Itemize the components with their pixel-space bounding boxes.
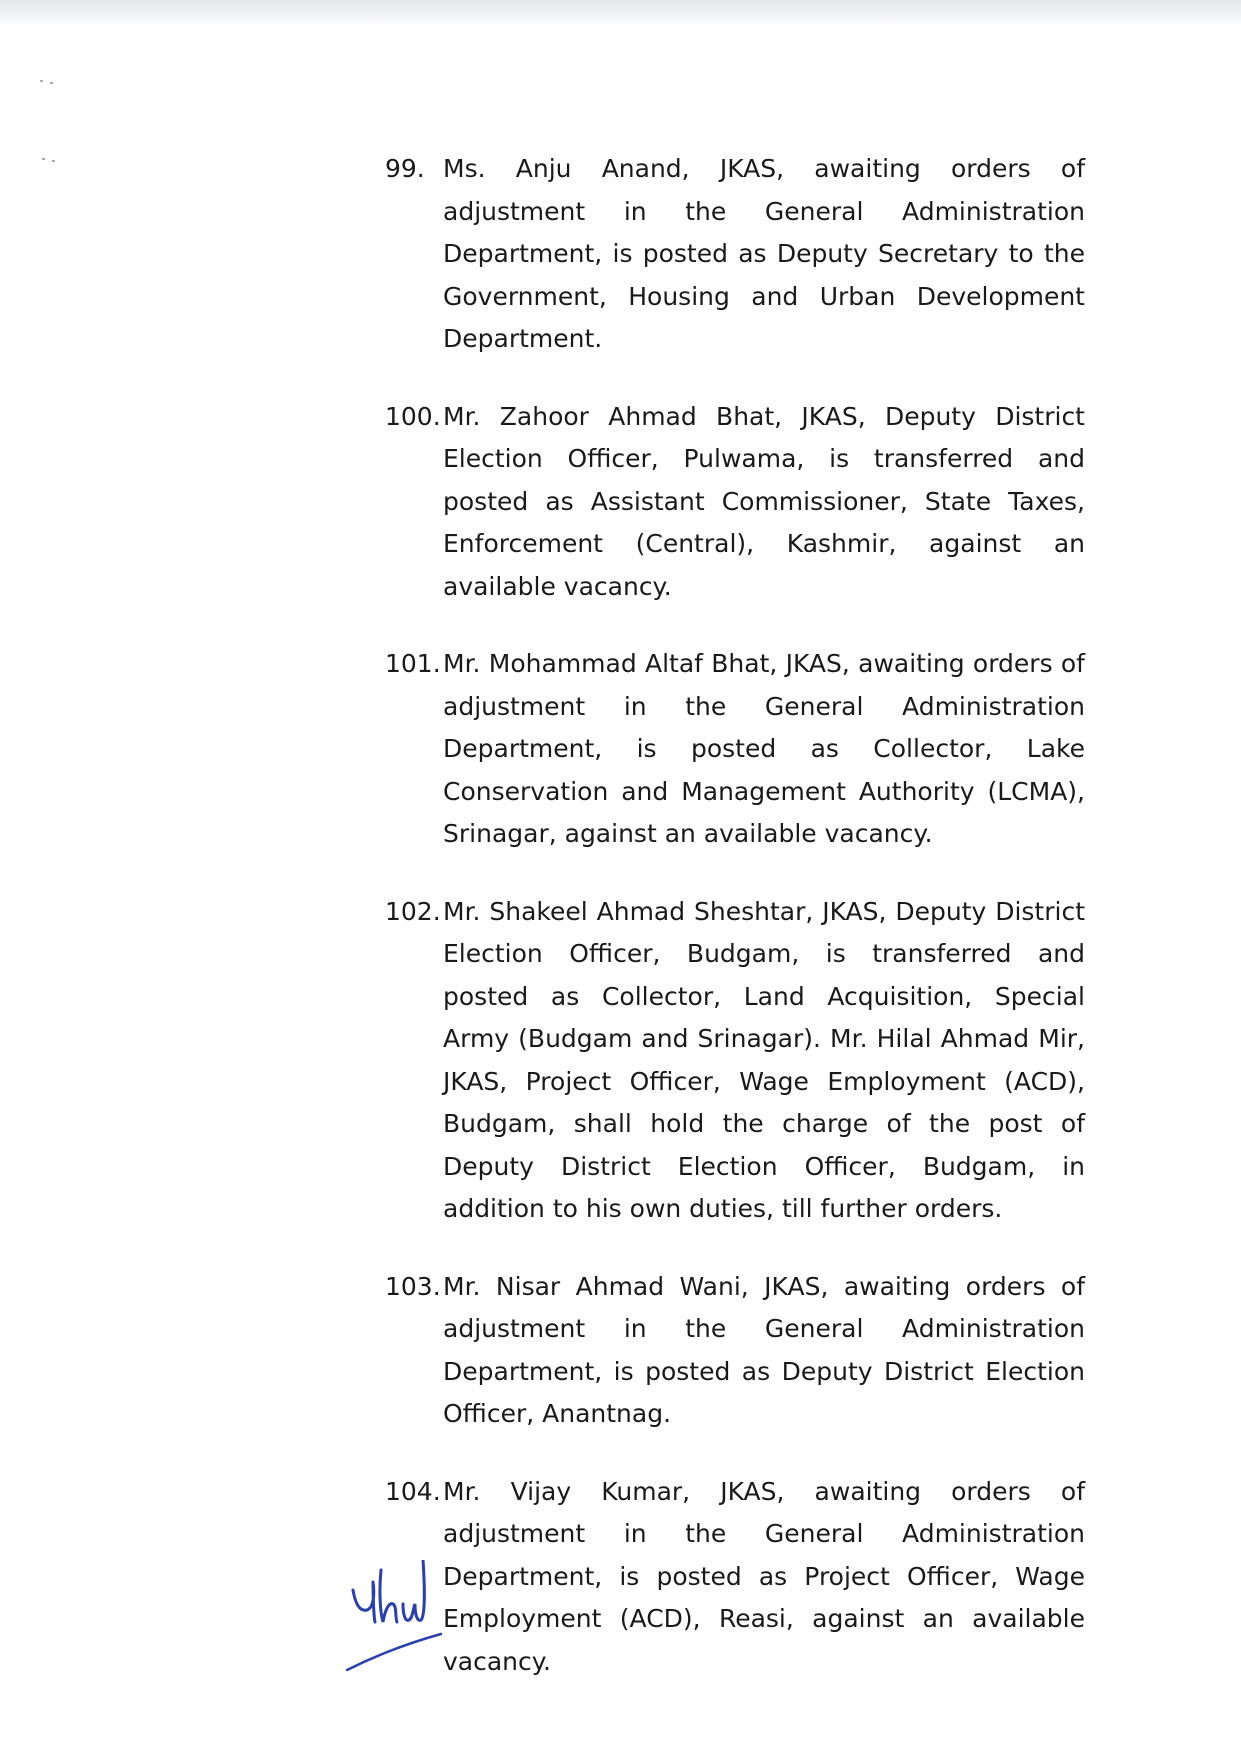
order-item-100 xyxy=(385,396,1085,609)
scan-edge-shadow xyxy=(0,0,1241,26)
order-item-99 xyxy=(385,148,1085,361)
scan-speck xyxy=(42,158,45,160)
item-text: Mr. Mohammad Altaf Bhat, JKAS, awaiting orders of adjustment in the General Administration Department, is posted as Collector, Lake Conservation and Management Authority (LCMA), Srinagar, against an available vacancy. xyxy=(443,649,1085,848)
order-item-104 xyxy=(385,1471,1085,1684)
item-text: Mr. Shakeel Ahmad Sheshtar, JKAS, Deputy District Election Officer, Budgam, is transferred and posted as Collector, Land Acquisition, Special Army (Budgam and Srinagar). Mr. Hilal Ahmad Mir, JKAS, Project Officer, Wage Employment (ACD), Budgam, shall hold the charge of the post of Deputy District Election Officer, Budgam, in addition to his own duties, till further orders. xyxy=(443,896,1085,1223)
item-number: 104. xyxy=(385,1476,441,1506)
order-item-102 xyxy=(385,891,1085,1231)
scan-speck xyxy=(52,160,55,162)
item-number: 101. xyxy=(385,649,441,678)
item-number: 99. xyxy=(385,154,425,183)
item-text: Mr. Zahoor Ahmad Bhat, JKAS, Deputy District Election Officer, Pulwama, is transferred and posted as Assistant Commissioner, State Taxes, Enforcement (Central), Kashmir, against an available vacancy. xyxy=(443,401,1085,601)
item-text: Mr. Nisar Ahmad Wani, JKAS, awaiting orders of adjustment in the General Administration Department, is posted as Deputy District Election Officer, Anantnag. xyxy=(443,1271,1085,1428)
item-text: Ms. Anju Anand, JKAS, awaiting orders of adjustment in the General Administration Department, is posted as Deputy Secretary to the Government, Housing and Urban Development Department. xyxy=(443,154,1085,353)
order-item-103 xyxy=(385,1266,1085,1436)
item-number: 102. xyxy=(385,896,441,926)
document-body xyxy=(385,148,1085,1683)
scan-speck xyxy=(40,80,43,82)
scan-speck xyxy=(50,82,53,84)
signature xyxy=(345,1560,475,1680)
item-number: 100. xyxy=(385,401,441,431)
item-text: Mr. Vijay Kumar, JKAS, awaiting orders of adjustment in the General Administration Department, is posted as Project Officer, Wage Employment (ACD), Reasi, against an available vacancy. xyxy=(443,1476,1085,1676)
item-number: 103. xyxy=(385,1271,441,1301)
order-item-101 xyxy=(385,643,1085,856)
